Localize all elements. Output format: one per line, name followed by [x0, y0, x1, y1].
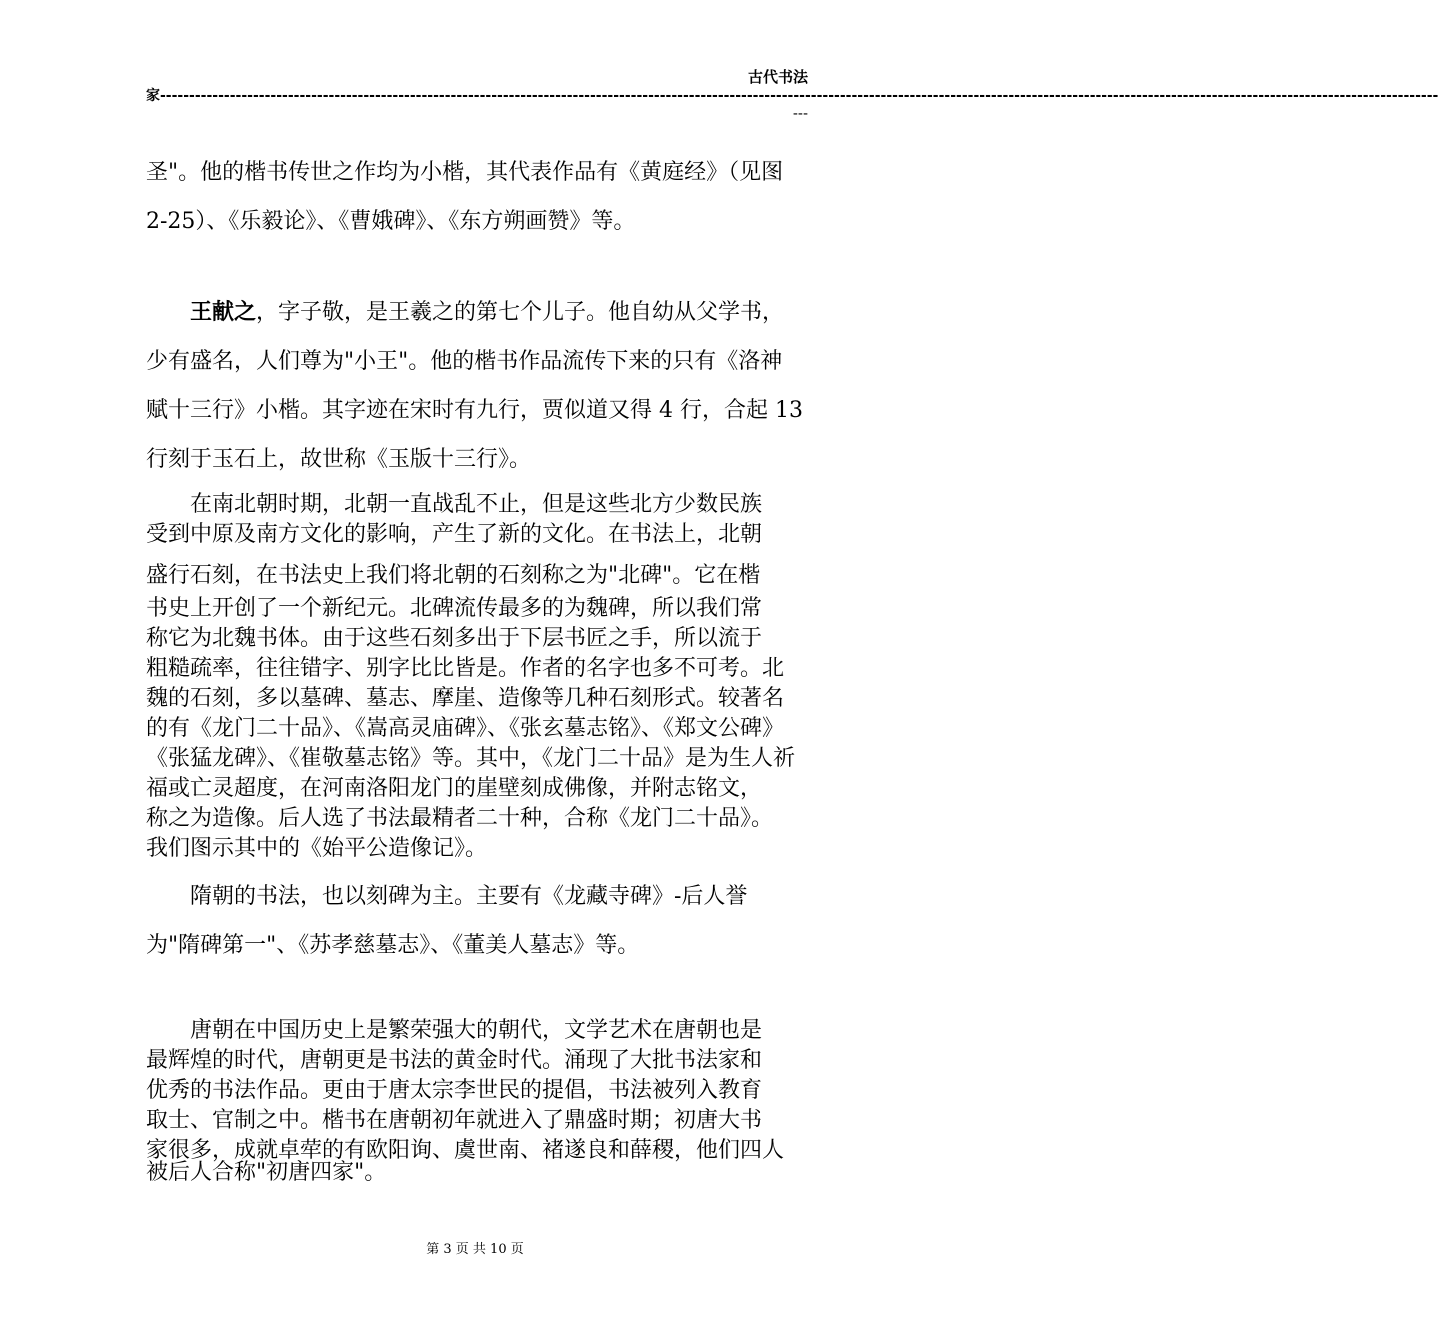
paragraph-3b: [146, 551, 808, 600]
paragraph-line: 最辉煌的时代，唐朝更是书法的黄金时代。涌现了大批书法家和: [146, 1048, 763, 1073]
header-rule: [146, 86, 1438, 106]
paragraph-line: 受到中原及南方文化的影响，产生了新的文化。在书法上，北朝: [146, 522, 763, 547]
paragraph-3c: [146, 594, 808, 864]
paragraph-line: 的有《龙门二十品》、《嵩高灵庙碑》、《张玄墓志铭》、《郑文公碑》: [146, 716, 785, 741]
paragraph-line: 取士、官制之中。楷书在唐朝初年就进入了鼎盛时期；初唐大书: [146, 1108, 763, 1133]
paragraph-line: 盛行石刻，在书法史上我们将北朝的石刻称之为"北碑"。它在楷: [146, 563, 761, 588]
paragraph-1: [146, 148, 808, 246]
paragraph-line: 称之为造像。后人选了书法最精者二十种，合称《龙门二十品》。: [146, 806, 774, 831]
paragraph-line: 福或亡灵超度，在河南洛阳龙门的崖壁刻成佛像，并附志铭文，: [146, 776, 763, 801]
paragraph-line: [146, 288, 808, 337]
header-title: 古代书法: [747, 68, 808, 86]
paragraph-line: 赋十三行》小楷。其字迹在宋时有九行，贾似道又得 4 行，合起 13: [146, 398, 803, 423]
paragraph-line: 行刻于玉石上，故世称《玉版十三行》。: [146, 447, 532, 472]
paragraph-line: 为"隋碑第一"、《苏孝慈墓志》、《董美人墓志》等。: [146, 933, 640, 958]
paragraph-line: 优秀的书法作品。更由于唐太宗李世民的提倡，书法被列入教育: [146, 1078, 763, 1103]
paragraph-line: 被后人合称"初唐四家"。: [146, 1160, 387, 1185]
paragraph-2: [146, 288, 808, 484]
paragraph-line: 《张猛龙碑》、《崔敬墓志铭》等。其中，《龙门二十品》是为生人祈: [146, 746, 796, 771]
person-name: 王献之: [190, 300, 257, 325]
paragraph-line: 粗糙疏率，往往错字、别字比比皆是。作者的名字也多不可考。北: [146, 656, 785, 681]
page-number-footer: 第 3 页 共 10 页: [426, 1242, 524, 1257]
paragraph-line: 书史上开创了一个新纪元。北碑流传最多的为魏碑，所以我们常: [146, 596, 763, 621]
paragraph-line: 隋朝的书法，也以刻碑为主。主要有《龙藏寺碑》-后人誉: [190, 884, 748, 909]
paragraph-text: ，字子敬，是王羲之的第七个儿子。他自幼从父学书，: [256, 300, 785, 325]
header-line-prefix: 家: [146, 88, 160, 104]
paragraph-4: [146, 872, 808, 970]
paragraph-line: 少有盛名，人们尊为"小王"。他的楷书作品流传下来的只有《洛神: [146, 349, 783, 374]
paragraph-5b: [146, 1148, 808, 1197]
paragraph-line: 我们图示其中的《始平公造像记》。: [146, 836, 488, 861]
paragraph-3a: [146, 490, 808, 550]
paragraph-line: 唐朝在中国历史上是繁荣强大的朝代，文学艺术在唐朝也是: [190, 1018, 763, 1043]
header-dashes: ----------------------------------------------------------------------------------------------------------------------------------------------------------------------------------------------------------------------------: [160, 88, 1438, 104]
paragraph-5a: [146, 1016, 808, 1166]
paragraph-line: 在南北朝时期，北朝一直战乱不止，但是这些北方少数民族: [190, 492, 763, 517]
paragraph-line: 家很多，成就卓荦的有欧阳询、虞世南、褚遂良和薛稷，他们四人: [146, 1138, 785, 1163]
paragraph-line: 魏的石刻，多以墓碑、墓志、摩崖、造像等几种石刻形式。较著名: [146, 686, 785, 711]
paragraph-line: 称它为北魏书体。由于这些石刻多出于下层书匠之手，所以流于: [146, 626, 763, 651]
header-dashes-tail: ---: [792, 106, 808, 122]
paragraph-line: 圣"。他的楷书传世之作均为小楷，其代表作品有《黄庭经》（见图: [146, 160, 784, 185]
paragraph-line: 2-25）、《乐毅论》、《曹娥碑》、《东方朔画赞》等。: [146, 209, 636, 234]
